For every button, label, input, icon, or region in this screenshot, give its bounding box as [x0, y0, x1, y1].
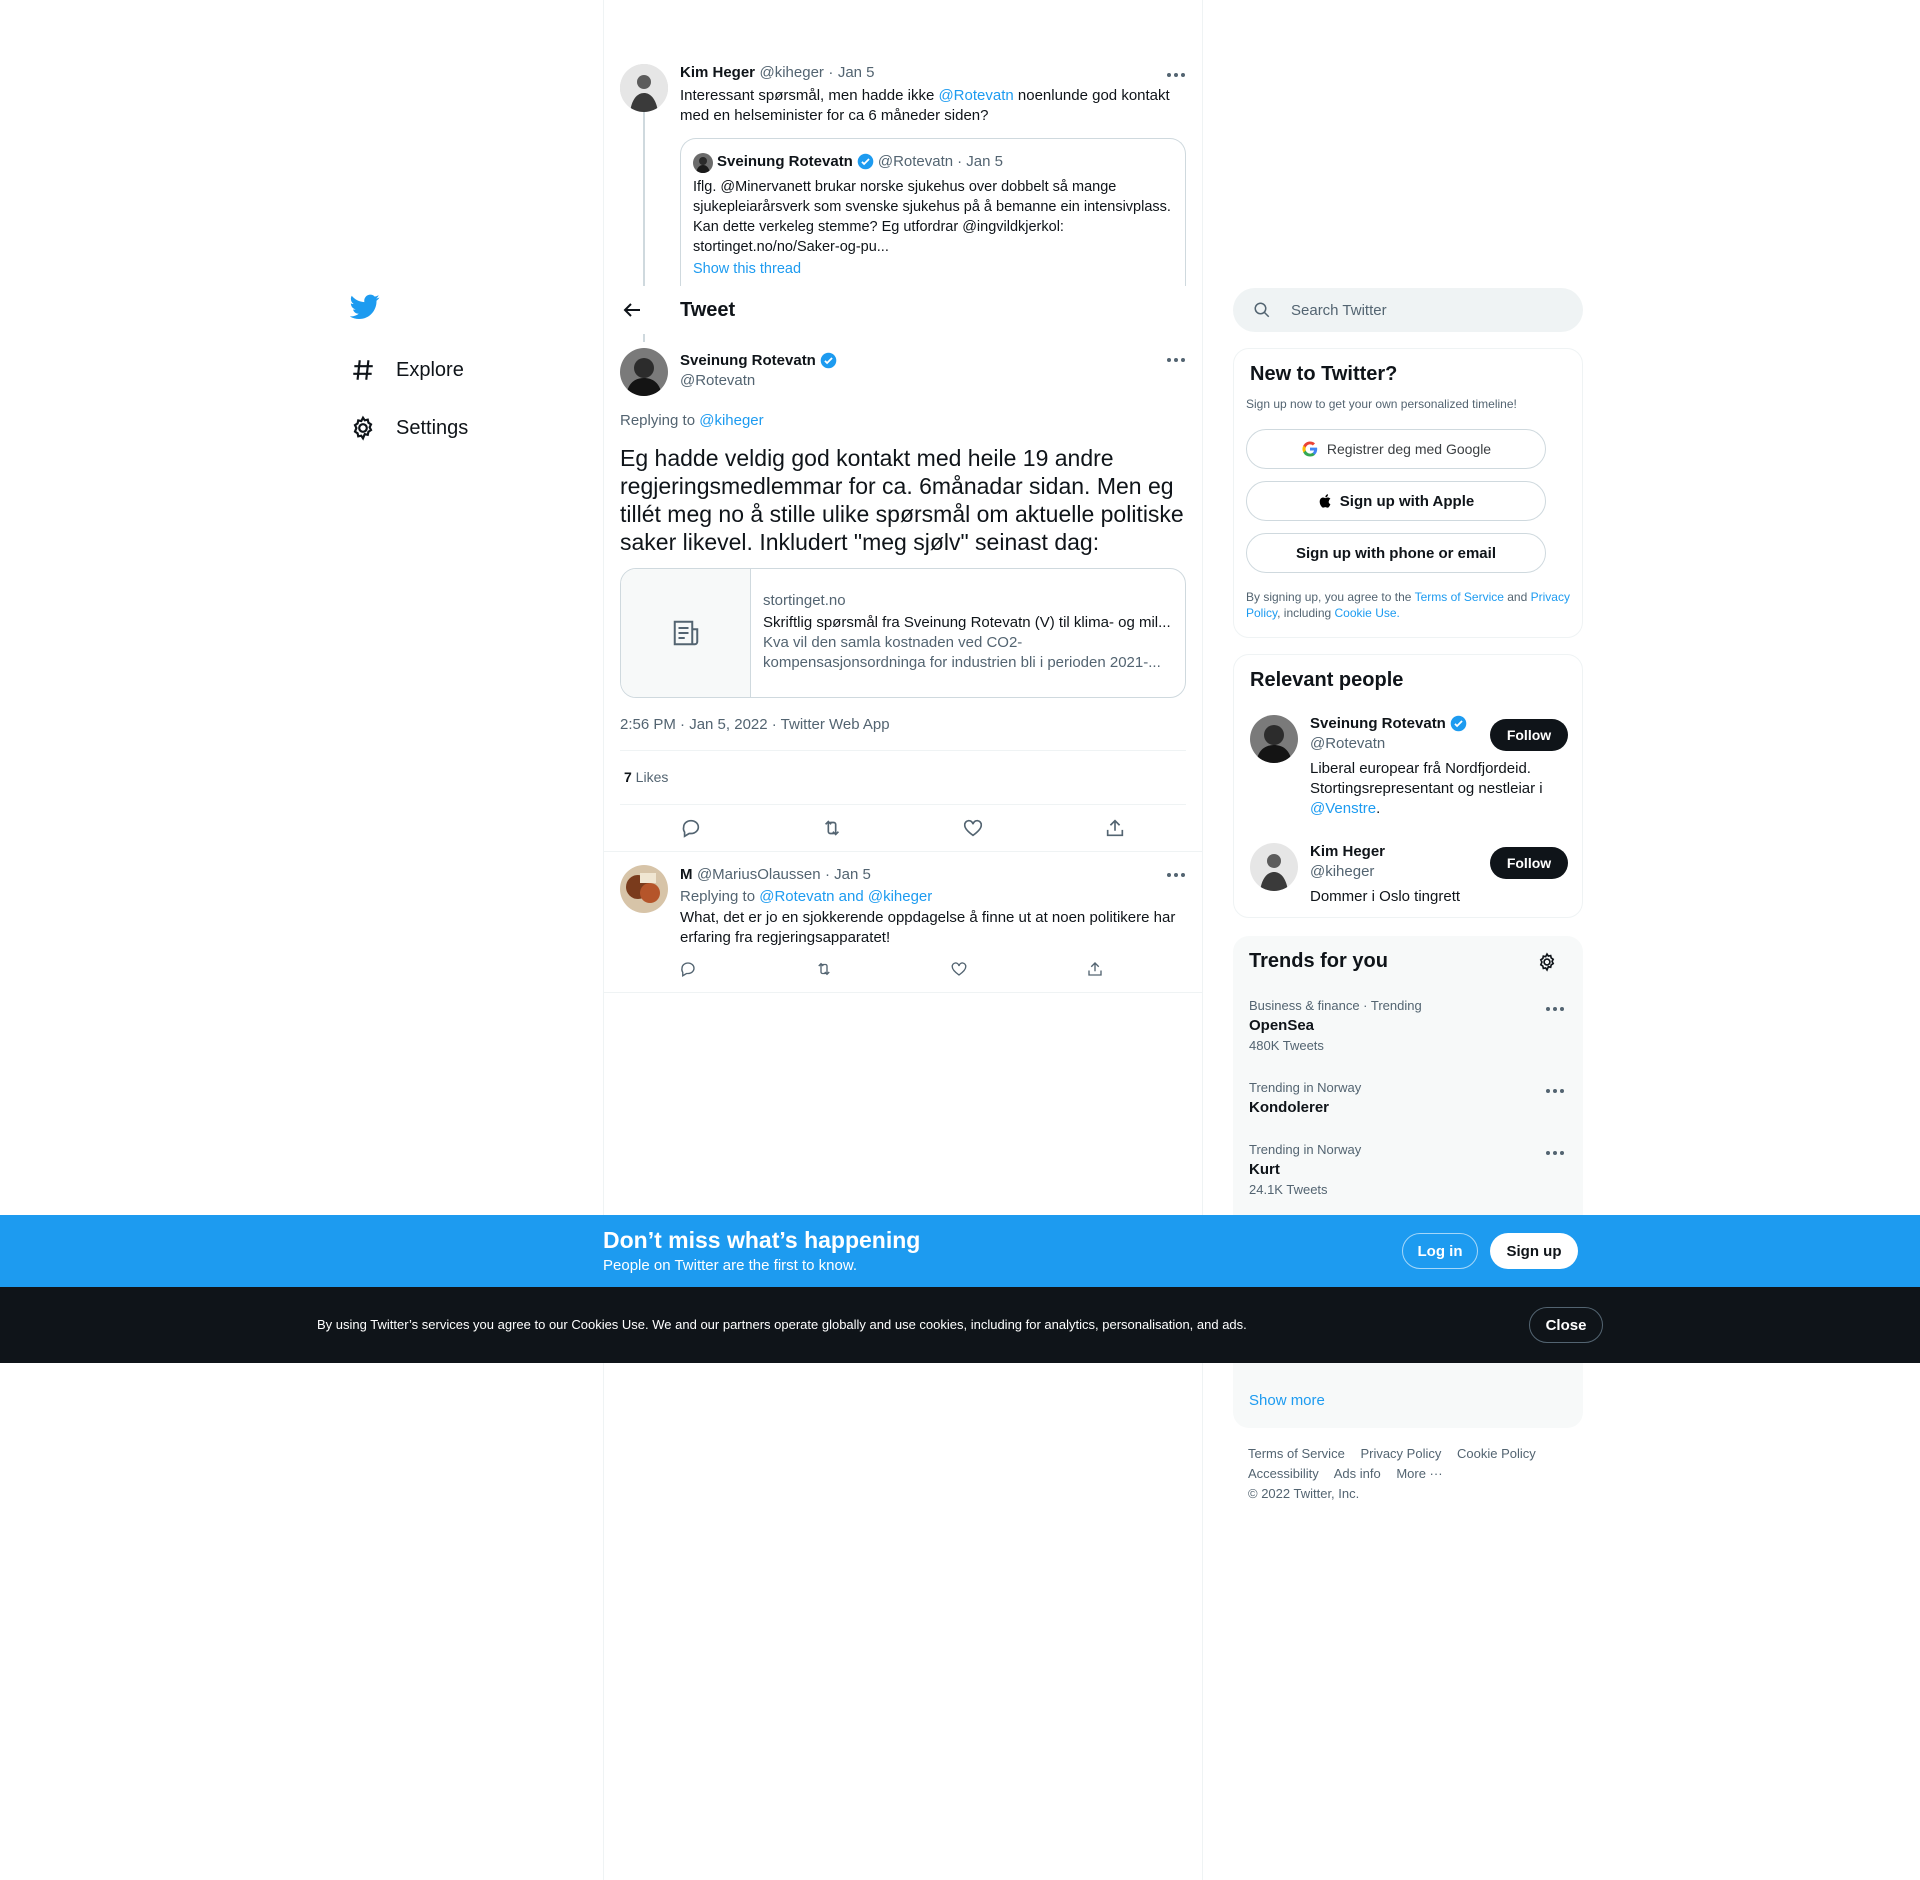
- signup-button[interactable]: Sign up: [1490, 1233, 1578, 1269]
- author-name[interactable]: M: [680, 866, 693, 883]
- reply-text: What, det er jo en sjokkerende oppdagelse å finne ut at noen politikere har erfaring fra regjeringsapparatet!: [680, 909, 1176, 946]
- login-button[interactable]: Log in: [1402, 1233, 1478, 1269]
- card-thumbnail: [621, 569, 751, 697]
- article-icon: [671, 618, 701, 648]
- twitter-logo-icon[interactable]: [350, 294, 382, 326]
- trend-name: Kondolerer: [1249, 1099, 1330, 1116]
- replying-to: [680, 888, 932, 905]
- separator: ·: [828, 64, 834, 81]
- follow-button[interactable]: Follow: [1490, 719, 1568, 751]
- quote-tweet[interactable]: [680, 138, 1186, 298]
- person-bio: [1310, 759, 1572, 819]
- footer-copyright: © 2022 Twitter, Inc.: [1248, 1486, 1360, 1501]
- likes-count: 7: [624, 769, 632, 785]
- replying-to: [620, 412, 764, 429]
- trend-count: 480K Tweets: [1249, 1038, 1324, 1053]
- likes-label: Likes: [631, 769, 669, 785]
- avatar[interactable]: [620, 348, 668, 396]
- mention-link[interactable]: @Rotevatn: [938, 87, 1014, 104]
- new-to-twitter-panel: [1233, 348, 1583, 638]
- trend-count: 24.1K Tweets: [1249, 1182, 1328, 1197]
- like-icon[interactable]: [962, 817, 984, 839]
- avatar[interactable]: [620, 865, 668, 913]
- tweet-text-part: Interessant spørsmål, men hadde ikke: [680, 87, 939, 104]
- search-icon: [1253, 301, 1271, 319]
- reply-header: [680, 866, 871, 884]
- hashtag-icon: [350, 357, 376, 383]
- apple-signup-button[interactable]: [1246, 481, 1546, 521]
- follow-button[interactable]: Follow: [1490, 847, 1568, 879]
- show-thread-link[interactable]: Show this thread: [693, 261, 802, 277]
- phone-email-signup-button[interactable]: [1246, 533, 1546, 573]
- author-handle[interactable]: @Rotevatn: [680, 372, 756, 389]
- footer-accessibility-link[interactable]: Accessibility: [1248, 1466, 1319, 1481]
- trend-name: OpenSea: [1249, 1017, 1315, 1034]
- nav-settings[interactable]: [350, 408, 468, 448]
- mention-link[interactable]: @Rotevatn and @kiheger: [759, 888, 933, 905]
- author-handle[interactable]: @MariusOlaussen: [696, 866, 821, 883]
- share-icon[interactable]: [1104, 817, 1126, 839]
- person-handle[interactable]: @kiheger: [1310, 863, 1375, 880]
- bio-text: Liberal europear frå Nordfjordeid. Stortingsrepresentant og nestleiar i: [1310, 760, 1543, 797]
- nav-explore[interactable]: [350, 350, 464, 390]
- divider: [620, 804, 1186, 805]
- page-header: [604, 286, 1202, 334]
- footer-cookie-link[interactable]: Cookie Policy: [1456, 1446, 1536, 1461]
- quote-header: [717, 153, 1003, 170]
- retweet-icon[interactable]: [821, 817, 843, 839]
- apple-icon: [1318, 492, 1334, 510]
- link-card[interactable]: [620, 568, 1186, 698]
- google-icon: [1301, 440, 1319, 458]
- quote-text: Iflg. @Minervanett brukar norske sjukehus over dobbelt så mange sjukepleiarårsverk som svenske sjukehus på å bemanne ein intensivplass. Kan dette verkeleg stemme? Eg utfordrar @ingvildkjerkol: stortinget.no/no/Saker-og-pu...: [693, 179, 1171, 255]
- footer-privacy-link[interactable]: Privacy Policy: [1360, 1446, 1442, 1461]
- nav-settings-label: Settings: [396, 416, 469, 439]
- divider: [604, 851, 1202, 852]
- signup-legal: [1246, 589, 1572, 621]
- trend-name: Kurt: [1249, 1161, 1280, 1178]
- settings-gear-icon[interactable]: [1537, 952, 1557, 972]
- author-name[interactable]: Kim Heger: [680, 64, 756, 81]
- footer-ads-link[interactable]: Ads info: [1333, 1466, 1381, 1481]
- card-info: [751, 569, 1185, 697]
- column-border-left: [603, 0, 604, 1880]
- nav-explore-label: Explore: [396, 358, 464, 381]
- panel-title: Relevant people: [1250, 669, 1404, 691]
- person-name[interactable]: Sveinung Rotevatn: [1310, 715, 1446, 732]
- more-icon[interactable]: [1166, 72, 1186, 78]
- tweet-date[interactable]: Jan 5: [837, 64, 875, 81]
- replying-prefix: Replying to: [620, 412, 700, 429]
- retweet-icon[interactable]: [815, 960, 833, 978]
- author-handle[interactable]: @kiheger: [759, 64, 824, 81]
- privacy-link[interactable]: Privacy Policy: [1246, 590, 1570, 620]
- main-tweet-text: Eg hadde veldig god kontakt med heile 19 andre regjeringsmedlemmar for ca. 6månadar sidan. Men eg tillét meg no å stille ulike spørsmål om aktuelle politiske saker likevel. Inkludert "meg sjølv" seinast dag:: [620, 445, 1184, 555]
- mention-link[interactable]: @Venstre: [1310, 800, 1377, 817]
- more-icon[interactable]: [1166, 357, 1186, 363]
- more-icon[interactable]: [1545, 1006, 1565, 1012]
- legal-text: By signing up, you agree to the: [1246, 590, 1415, 604]
- verified-badge-icon: [857, 153, 874, 170]
- person-bio: Dommer i Oslo tingrett: [1310, 888, 1461, 905]
- avatar[interactable]: [1250, 715, 1298, 763]
- reply-icon[interactable]: [680, 817, 702, 839]
- relevant-people-panel: [1233, 654, 1583, 918]
- divider: [620, 750, 1186, 751]
- share-icon[interactable]: [1086, 960, 1104, 978]
- terms-link[interactable]: Terms of Service: [1414, 590, 1504, 604]
- person-handle[interactable]: @Rotevatn: [1310, 735, 1386, 752]
- back-arrow-icon[interactable]: [622, 300, 642, 320]
- close-button[interactable]: Close: [1529, 1307, 1603, 1343]
- tweet-date[interactable]: · Jan 5: [825, 866, 871, 883]
- trend-item[interactable]: [1249, 1142, 1361, 1197]
- trend-category: Business & finance · Trending: [1249, 998, 1422, 1013]
- author-name: Sveinung Rotevatn: [717, 153, 853, 170]
- cookie-link[interactable]: Cookie Use.: [1334, 606, 1400, 620]
- panel-subtitle: Sign up now to get your own personalized timeline!: [1246, 397, 1517, 411]
- parent-tweet-text: [680, 86, 1186, 126]
- reply-icon[interactable]: [679, 960, 697, 978]
- tweet-text-part: noenlunde god kontakt med en helseminister for ca 6 måneder siden?: [680, 87, 1170, 124]
- verified-badge-icon: [1450, 715, 1467, 732]
- avatar[interactable]: [1250, 843, 1298, 891]
- google-signup-label: Registrer deg med Google: [1326, 441, 1492, 457]
- person-name-row[interactable]: [1310, 715, 1467, 732]
- card-description: Kva vil den samla kostnaden ved CO2-kompensasjonsordninga for industrien bli i perioden 2021-...: [763, 634, 1161, 671]
- tweet-date: · Jan 5: [957, 153, 1003, 170]
- card-domain: stortinget.no: [763, 592, 846, 609]
- column-border-right: [1202, 0, 1203, 1880]
- parent-tweet-header: [680, 64, 875, 82]
- avatar: [693, 153, 713, 173]
- main-author[interactable]: [680, 352, 837, 369]
- panel-title: New to Twitter?: [1250, 363, 1398, 385]
- likes-stat[interactable]: [624, 769, 668, 785]
- cookie-bar: [0, 1287, 1920, 1363]
- author-name[interactable]: Sveinung Rotevatn: [680, 352, 816, 369]
- more-icon[interactable]: [1545, 1088, 1565, 1094]
- footer-terms-link[interactable]: Terms of Service: [1248, 1446, 1345, 1461]
- card-title: Skriftlig spørsmål fra Sveinung Rotevatn (V) til klima- og mil...: [763, 614, 1171, 631]
- bio-text: .: [1376, 800, 1381, 817]
- legal-text: , including: [1277, 606, 1335, 620]
- panel-title: Trends for you: [1249, 950, 1388, 972]
- banner-subtitle: People on Twitter are the first to know.: [603, 1257, 858, 1274]
- mention-link[interactable]: @kiheger: [699, 412, 764, 429]
- page-title: Tweet: [680, 298, 736, 321]
- apple-signup-label: Sign up with Apple: [1339, 492, 1475, 510]
- google-signup-button[interactable]: [1246, 429, 1546, 469]
- gear-icon: [350, 415, 376, 441]
- trend-item[interactable]: [1249, 998, 1422, 1053]
- trend-item[interactable]: [1249, 1080, 1361, 1116]
- login-banner: [0, 1215, 1920, 1287]
- trend-category: Trending in Norway: [1249, 1142, 1362, 1157]
- trend-category: Trending in Norway: [1249, 1080, 1362, 1095]
- like-icon[interactable]: [950, 960, 968, 978]
- author-handle: @Rotevatn: [877, 153, 954, 170]
- footer-links: [1248, 1444, 1568, 1504]
- more-icon[interactable]: [1166, 872, 1186, 878]
- person-name[interactable]: Kim Heger: [1310, 843, 1386, 860]
- avatar[interactable]: [620, 64, 668, 112]
- more-icon[interactable]: [1545, 1150, 1565, 1156]
- phone-email-signup-label: Sign up with phone or email: [1295, 544, 1496, 562]
- search-box[interactable]: [1233, 288, 1583, 332]
- search-input[interactable]: [1291, 302, 1551, 319]
- banner-headline: Don’t miss what’s happening: [603, 1227, 921, 1253]
- footer-more-link[interactable]: More ···: [1396, 1466, 1443, 1481]
- replying-prefix: Replying to: [680, 888, 760, 905]
- show-more-link[interactable]: Show more: [1249, 1392, 1325, 1409]
- tweet-timestamp[interactable]: 2:56 PM · Jan 5, 2022 · Twitter Web App: [620, 716, 890, 733]
- verified-badge-icon: [820, 352, 837, 369]
- legal-text: and: [1503, 590, 1531, 604]
- cookie-text: By using Twitter’s services you agree to our Cookies Use. We and our partners operate globally and use cookies, including for analytics, personalisation, and ads.: [317, 1317, 1247, 1332]
- divider: [604, 992, 1202, 993]
